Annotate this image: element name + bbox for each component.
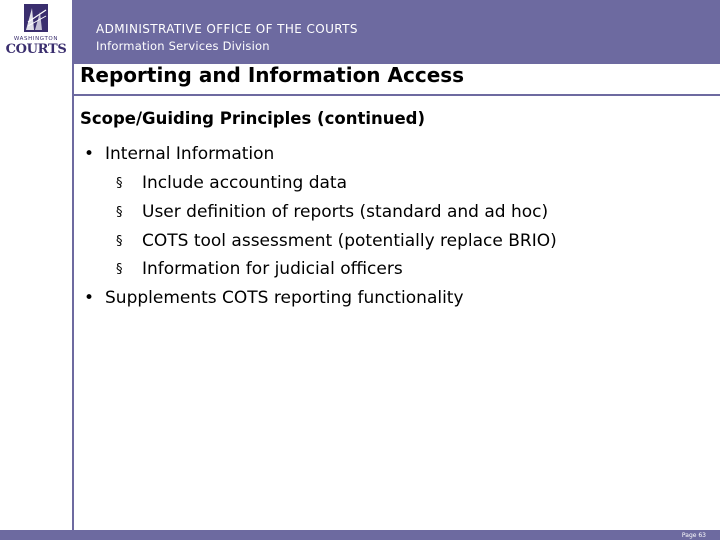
organization-name: ADMINISTRATIVE OFFICE OF THE COURTS	[96, 22, 358, 36]
bullet-text: Supplements COTS reporting functionality	[105, 288, 464, 308]
bullet-text: Internal Information	[105, 144, 275, 164]
sub-bullet-marker: §	[116, 262, 123, 277]
sub-bullet-text: Information for judicial officers	[142, 259, 403, 279]
slide-subtitle: Scope/Guiding Principles (continued)	[80, 109, 426, 128]
slide-title: Reporting and Information Access	[80, 63, 465, 87]
sub-bullet-text: COTS tool assessment (potentially replace BRIO)	[142, 231, 557, 251]
sub-bullet-marker: §	[116, 205, 123, 220]
washington-courts-logo	[0, 0, 72, 64]
sub-bullet-marker: §	[116, 234, 123, 249]
sub-bullet-text: Include accounting data	[142, 173, 347, 193]
bullet-marker: •	[84, 288, 95, 308]
courts-logo-mark-icon	[10, 4, 62, 34]
header-bar	[0, 0, 720, 64]
page-number: Page 63	[681, 532, 706, 539]
logo-state-text: WASHINGTON	[13, 36, 59, 42]
sub-bullet-text: User definition of reports (standard and ad hoc)	[142, 202, 549, 222]
bullet-marker: •	[84, 144, 95, 164]
title-divider	[72, 94, 720, 96]
sub-bullet-marker: §	[116, 176, 123, 191]
division-name: Information Services Division	[96, 39, 270, 53]
footer-bar	[0, 530, 720, 540]
logo-courts-text: COURTS	[5, 42, 67, 57]
